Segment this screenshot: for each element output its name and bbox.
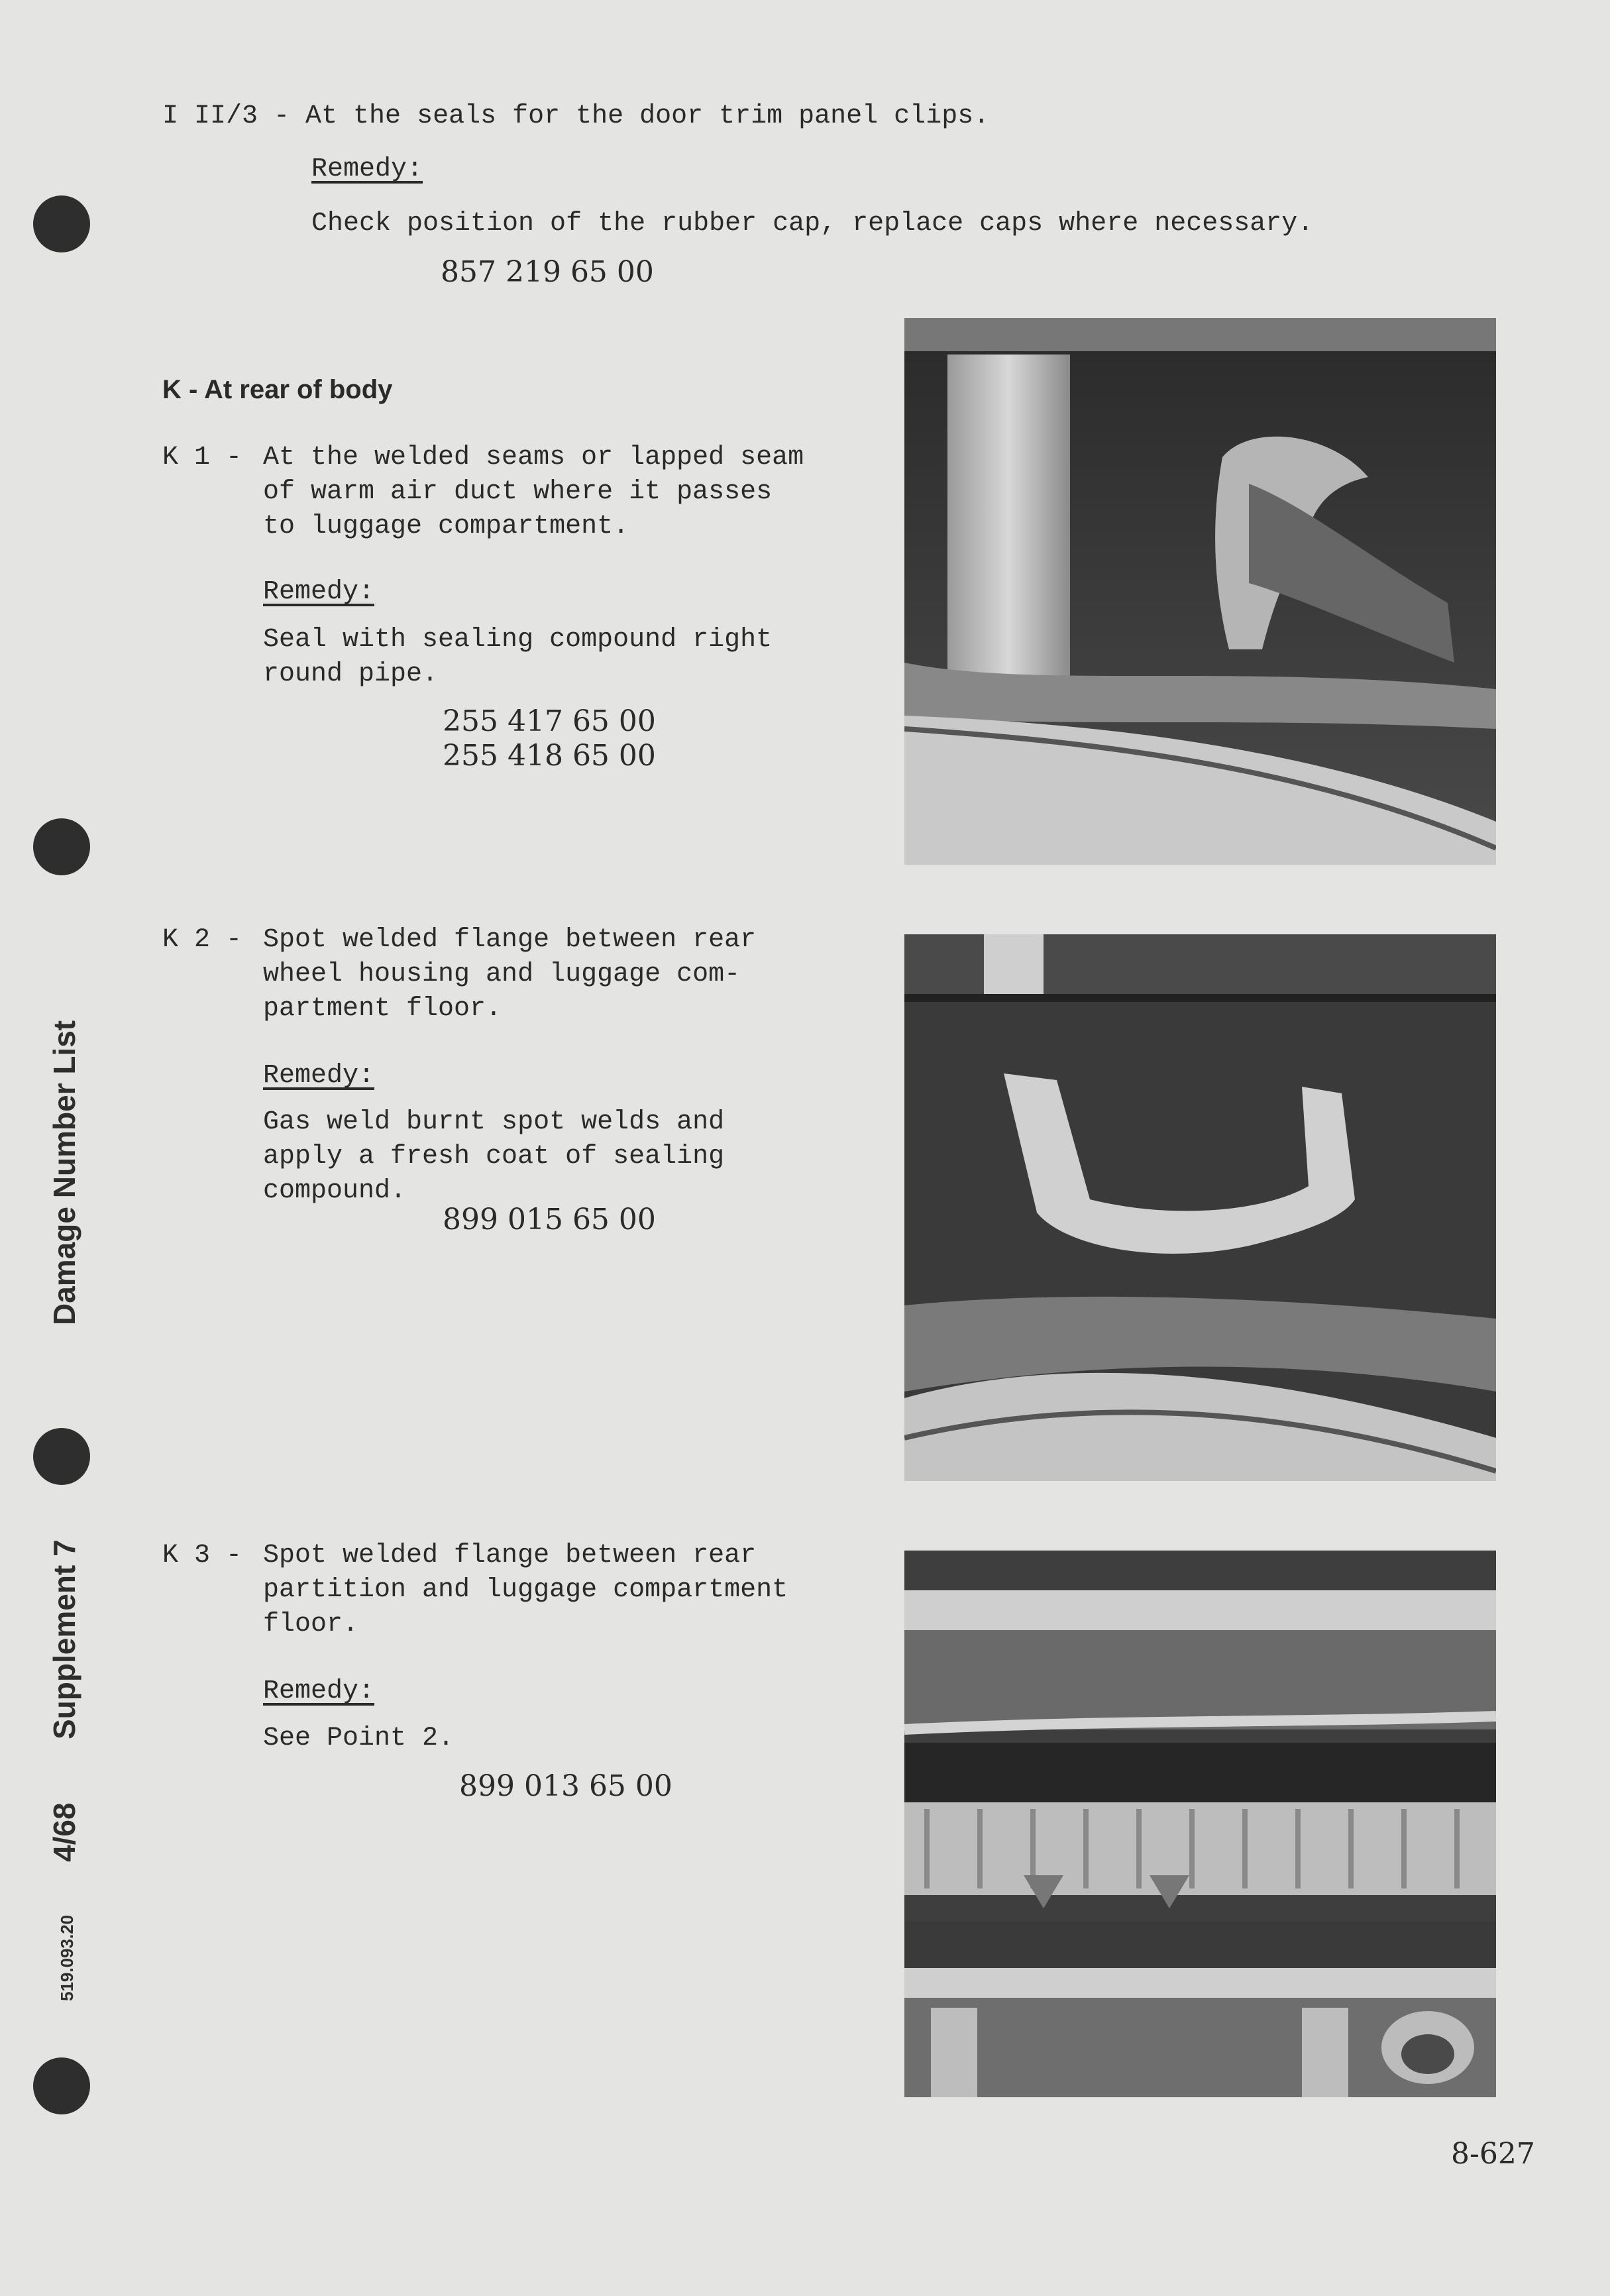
k1-part-number: 255 418 65 00	[443, 739, 656, 773]
k3-line: partition and luggage compartment	[263, 1575, 788, 1605]
k3-part-number: 899 013 65 00	[459, 1769, 672, 1803]
k1-remedy-line: Seal with sealing compound right	[263, 625, 773, 655]
sidebar-code: 519.093.20	[57, 1914, 77, 2001]
k2-label: K 2 -	[162, 925, 242, 955]
k2-remedy-text	[263, 1105, 724, 1209]
k3-line: Spot welded flange between rear	[263, 1541, 757, 1570]
k1-line: to luggage compartment.	[263, 512, 629, 541]
photo-k3-rear-partition-flange	[904, 1551, 1496, 2097]
k3-line: floor.	[263, 1610, 359, 1639]
k1-label: K 1 -	[162, 443, 242, 472]
k3-label: K 3 -	[162, 1541, 242, 1570]
k3-remedy-text: See Point 2.	[263, 1723, 455, 1753]
k2-description	[263, 923, 756, 1026]
page-number: 8-627	[1451, 2137, 1535, 2171]
k2-line: Spot welded flange between rear	[263, 925, 757, 955]
section-i-remedy-text: Check position of the rubber cap, replace caps where necessary.	[311, 209, 1314, 239]
sidebar-supplement: Supplement 7	[47, 1539, 81, 1739]
section-i-remedy-label: Remedy:	[311, 154, 423, 184]
binder-hole-3	[33, 1428, 90, 1485]
section-i-part-number: 857 219 65 00	[441, 255, 654, 289]
k1-remedy-text	[263, 623, 772, 692]
k1-part-numbers	[443, 704, 656, 773]
photo-k2-wheel-housing-flange	[904, 934, 1496, 1481]
binder-hole-1	[33, 195, 90, 252]
k3-remedy-label: Remedy:	[263, 1676, 375, 1706]
k1-line: At the welded seams or lapped seam	[263, 443, 804, 472]
k2-remedy-line: Gas weld burnt spot welds and	[263, 1107, 725, 1137]
k2-remedy-line: compound.	[263, 1176, 407, 1206]
section-i-heading: I II/3 - At the seals for the door trim panel clips.	[162, 101, 990, 131]
sidebar-title: Damage Number List	[47, 1020, 81, 1325]
sidebar-date: 4/68	[47, 1802, 81, 1862]
k1-remedy-label: Remedy:	[263, 577, 375, 607]
k1-line: of warm air duct where it passes	[263, 477, 773, 507]
k1-part-number: 255 417 65 00	[443, 704, 656, 738]
section-k-title: K - At rear of body	[162, 375, 393, 404]
k2-line: wheel housing and luggage com-	[263, 959, 741, 989]
binder-hole-4	[33, 2057, 90, 2114]
photo-k1-warm-air-duct	[904, 318, 1496, 865]
k2-part-number: 899 015 65 00	[443, 1203, 656, 1236]
k1-description	[263, 441, 804, 544]
k2-remedy-line: apply a fresh coat of sealing	[263, 1142, 725, 1172]
binder-hole-2	[33, 818, 90, 875]
k2-line: partment floor.	[263, 994, 502, 1024]
k1-remedy-line: round pipe.	[263, 659, 439, 689]
k2-remedy-label: Remedy:	[263, 1061, 375, 1091]
k3-description	[263, 1539, 788, 1642]
